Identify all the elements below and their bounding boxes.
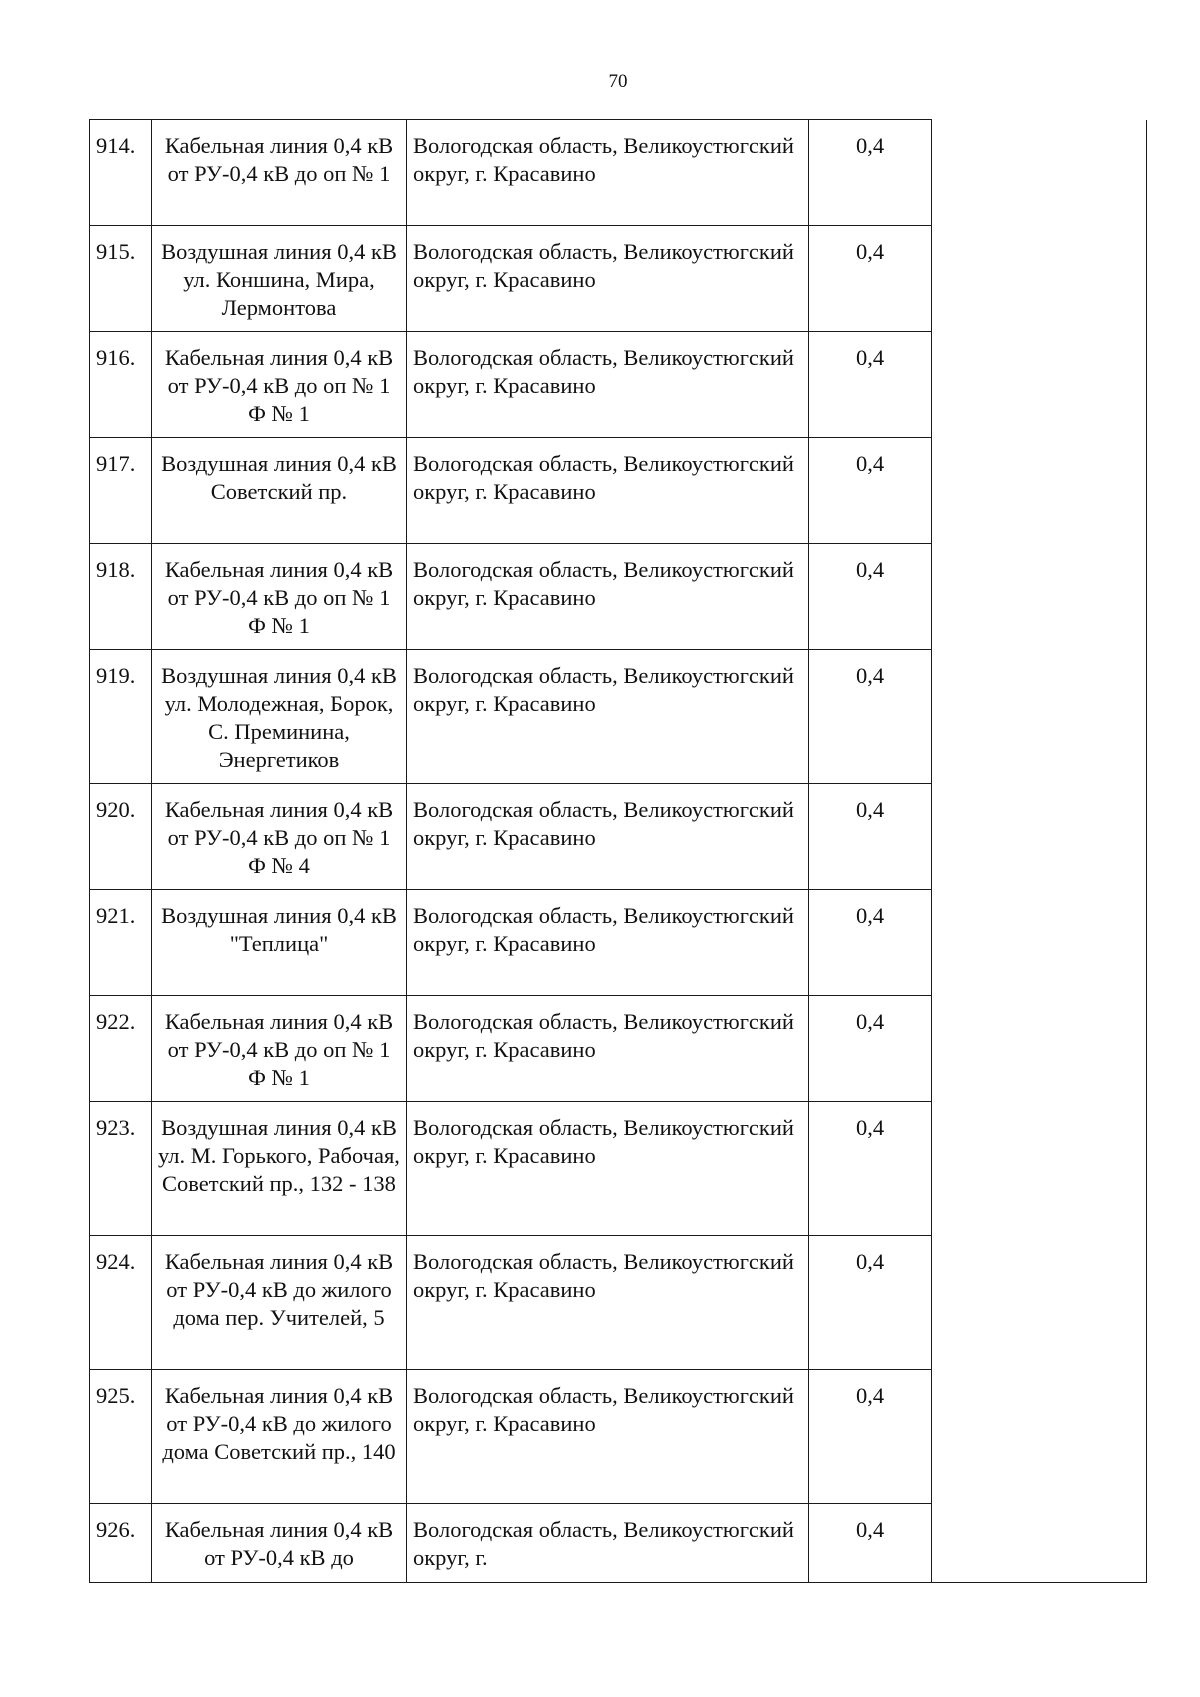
line-name: Кабельная линия 0,4 кВ от РУ-0,4 кВ до оп № 1 <box>152 120 407 226</box>
table-row <box>90 1504 1147 1583</box>
line-voltage: 0,4 <box>809 226 932 332</box>
line-address: Вологодская область, Великоустюгский округ, г. Красавино <box>407 650 809 784</box>
line-voltage: 0,4 <box>809 438 932 544</box>
line-address: Вологодская область, Великоустюгский округ, г. Красавино <box>407 1370 809 1504</box>
row-number: 914. <box>90 120 152 226</box>
line-address: Вологодская область, Великоустюгский округ, г. Красавино <box>407 890 809 996</box>
row-number: 917. <box>90 438 152 544</box>
line-address: Вологодская область, Великоустюгский округ, г. Красавино <box>407 1236 809 1370</box>
table-row <box>90 784 1147 890</box>
line-voltage: 0,4 <box>809 544 932 650</box>
empty-column-cell <box>932 1102 1147 1236</box>
row-number: 921. <box>90 890 152 996</box>
empty-column-cell <box>932 438 1147 544</box>
row-number: 926. <box>90 1504 152 1583</box>
empty-column-cell <box>932 1504 1147 1583</box>
line-name: Кабельная линия 0,4 кВ от РУ-0,4 кВ до оп № 1 Ф № 1 <box>152 996 407 1102</box>
line-voltage: 0,4 <box>809 1504 932 1583</box>
register-table <box>89 119 1147 1583</box>
row-number: 916. <box>90 332 152 438</box>
line-address: Вологодская область, Великоустюгский округ, г. Красавино <box>407 784 809 890</box>
empty-column-cell <box>932 1236 1147 1370</box>
row-number: 919. <box>90 650 152 784</box>
empty-column-cell <box>932 120 1147 226</box>
line-address: Вологодская область, Великоустюгский округ, г. Красавино <box>407 438 809 544</box>
line-address: Вологодская область, Великоустюгский округ, г. Красавино <box>407 544 809 650</box>
line-address: Вологодская область, Великоустюгский округ, г. Красавино <box>407 996 809 1102</box>
line-address: Вологодская область, Великоустюгский округ, г. Красавино <box>407 332 809 438</box>
table-row <box>90 996 1147 1102</box>
table-row <box>90 890 1147 996</box>
row-number: 922. <box>90 996 152 1102</box>
line-address: Вологодская область, Великоустюгский округ, г. Красавино <box>407 226 809 332</box>
table-row <box>90 226 1147 332</box>
row-number: 924. <box>90 1236 152 1370</box>
table-row <box>90 438 1147 544</box>
line-name: Воздушная линия 0,4 кВ Советский пр. <box>152 438 407 544</box>
line-address: Вологодская область, Великоустюгский округ, г. Красавино <box>407 1102 809 1236</box>
line-address: Вологодская область, Великоустюгский округ, г. Красавино <box>407 120 809 226</box>
row-number: 918. <box>90 544 152 650</box>
empty-column-cell <box>932 1370 1147 1504</box>
line-voltage: 0,4 <box>809 996 932 1102</box>
line-name: Воздушная линия 0,4 кВ ул. Молодежная, Борок, С. Преминина, Энергетиков <box>152 650 407 784</box>
line-name: Кабельная линия 0,4 кВ от РУ-0,4 кВ до жилого дома пер. Учителей, 5 <box>152 1236 407 1370</box>
row-number: 920. <box>90 784 152 890</box>
line-address: Вологодская область, Великоустюгский округ, г. <box>407 1504 809 1583</box>
line-name: Воздушная линия 0,4 кВ ул. М. Горького, Рабочая, Советский пр., 132 - 138 <box>152 1102 407 1236</box>
table-row <box>90 650 1147 784</box>
empty-column-cell <box>932 890 1147 996</box>
empty-column-cell <box>932 332 1147 438</box>
table-row <box>90 544 1147 650</box>
page-number: 70 <box>608 71 628 92</box>
table-row <box>90 1236 1147 1370</box>
line-name: Кабельная линия 0,4 кВ от РУ-0,4 кВ до жилого дома Советский пр., 140 <box>152 1370 407 1504</box>
row-number: 915. <box>90 226 152 332</box>
line-name: Кабельная линия 0,4 кВ от РУ-0,4 кВ до оп № 1 Ф № 1 <box>152 332 407 438</box>
line-voltage: 0,4 <box>809 1102 932 1236</box>
line-voltage: 0,4 <box>809 650 932 784</box>
line-name: Кабельная линия 0,4 кВ от РУ-0,4 кВ до оп № 1 Ф № 4 <box>152 784 407 890</box>
line-voltage: 0,4 <box>809 120 932 226</box>
row-number: 923. <box>90 1102 152 1236</box>
table-row <box>90 332 1147 438</box>
line-name: Воздушная линия 0,4 кВ ул. Коншина, Мира, Лермонтова <box>152 226 407 332</box>
line-name: Кабельная линия 0,4 кВ от РУ-0,4 кВ до <box>152 1504 407 1583</box>
line-name: Воздушная линия 0,4 кВ "Теплица" <box>152 890 407 996</box>
empty-column-cell <box>932 650 1147 784</box>
empty-column-cell <box>932 784 1147 890</box>
line-voltage: 0,4 <box>809 784 932 890</box>
empty-column-cell <box>932 996 1147 1102</box>
line-voltage: 0,4 <box>809 332 932 438</box>
table-row <box>90 120 1147 226</box>
row-number: 925. <box>90 1370 152 1504</box>
line-voltage: 0,4 <box>809 1236 932 1370</box>
empty-column-cell <box>932 226 1147 332</box>
empty-column-cell <box>932 544 1147 650</box>
table-row <box>90 1102 1147 1236</box>
line-voltage: 0,4 <box>809 890 932 996</box>
line-name: Кабельная линия 0,4 кВ от РУ-0,4 кВ до оп № 1 Ф № 1 <box>152 544 407 650</box>
table-row <box>90 1370 1147 1504</box>
line-voltage: 0,4 <box>809 1370 932 1504</box>
